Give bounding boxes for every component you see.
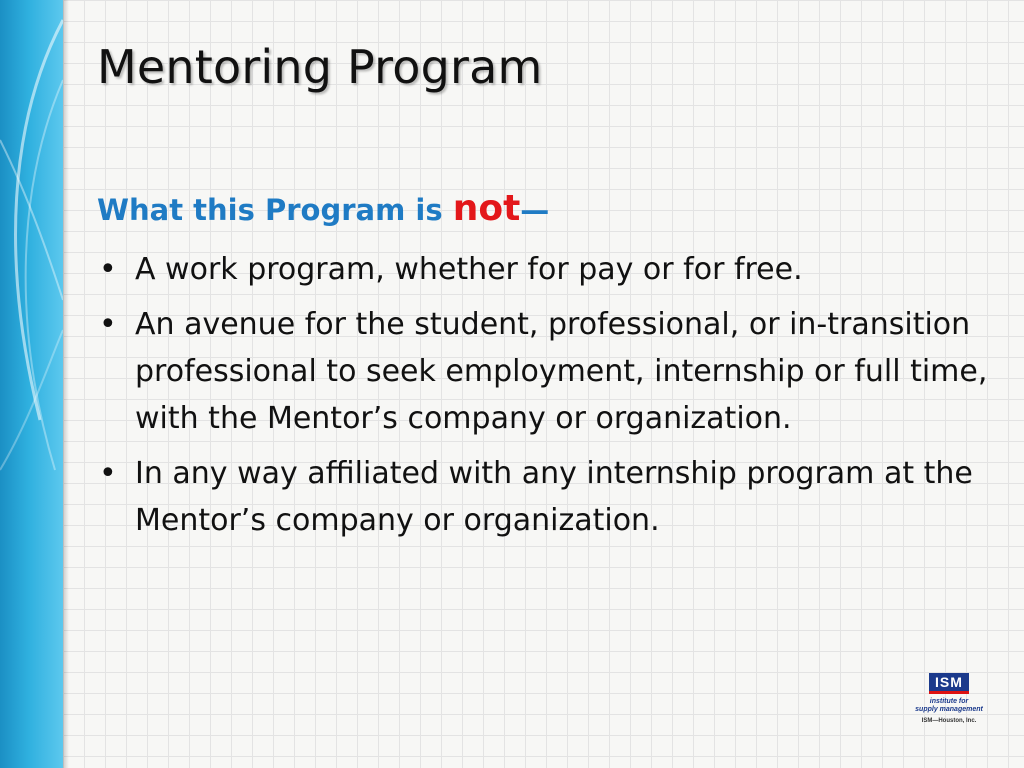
slide-subheading [97, 188, 549, 229]
ism-logo [904, 672, 994, 748]
bullet-icon: • [99, 456, 117, 491]
subheading-emphasis: not [452, 188, 521, 229]
bullet-icon: • [99, 307, 117, 342]
bullet-item [97, 301, 997, 442]
side-band-shadow [63, 0, 69, 768]
ism-logo-chapter: ISM—Houston, Inc. [921, 718, 977, 724]
slide-title: Mentoring Program [97, 40, 543, 94]
bullet-icon: • [99, 252, 117, 287]
bullet-text: A work program, whether for pay or for free. [135, 252, 803, 287]
subheading-suffix: — [520, 193, 550, 227]
decorative-side-band [0, 0, 63, 768]
ism-logo-line1: institute for [929, 698, 969, 705]
swoosh-graphic [0, 0, 63, 768]
bullet-item [97, 450, 997, 544]
bullet-text: In any way affiliated with any internship program at the Mentor’s company or organization. [135, 456, 973, 538]
bullet-text: An avenue for the student, professional, or in-transition professional to seek employment, internship or full time, with the Mentor’s company or organization. [135, 307, 988, 436]
bullet-item [97, 246, 997, 293]
bullet-list [97, 246, 997, 552]
subheading-prefix: What this Program is [97, 193, 453, 227]
ism-logo-mark: ISM [929, 673, 969, 694]
ism-logo-line2: supply management [915, 706, 983, 713]
